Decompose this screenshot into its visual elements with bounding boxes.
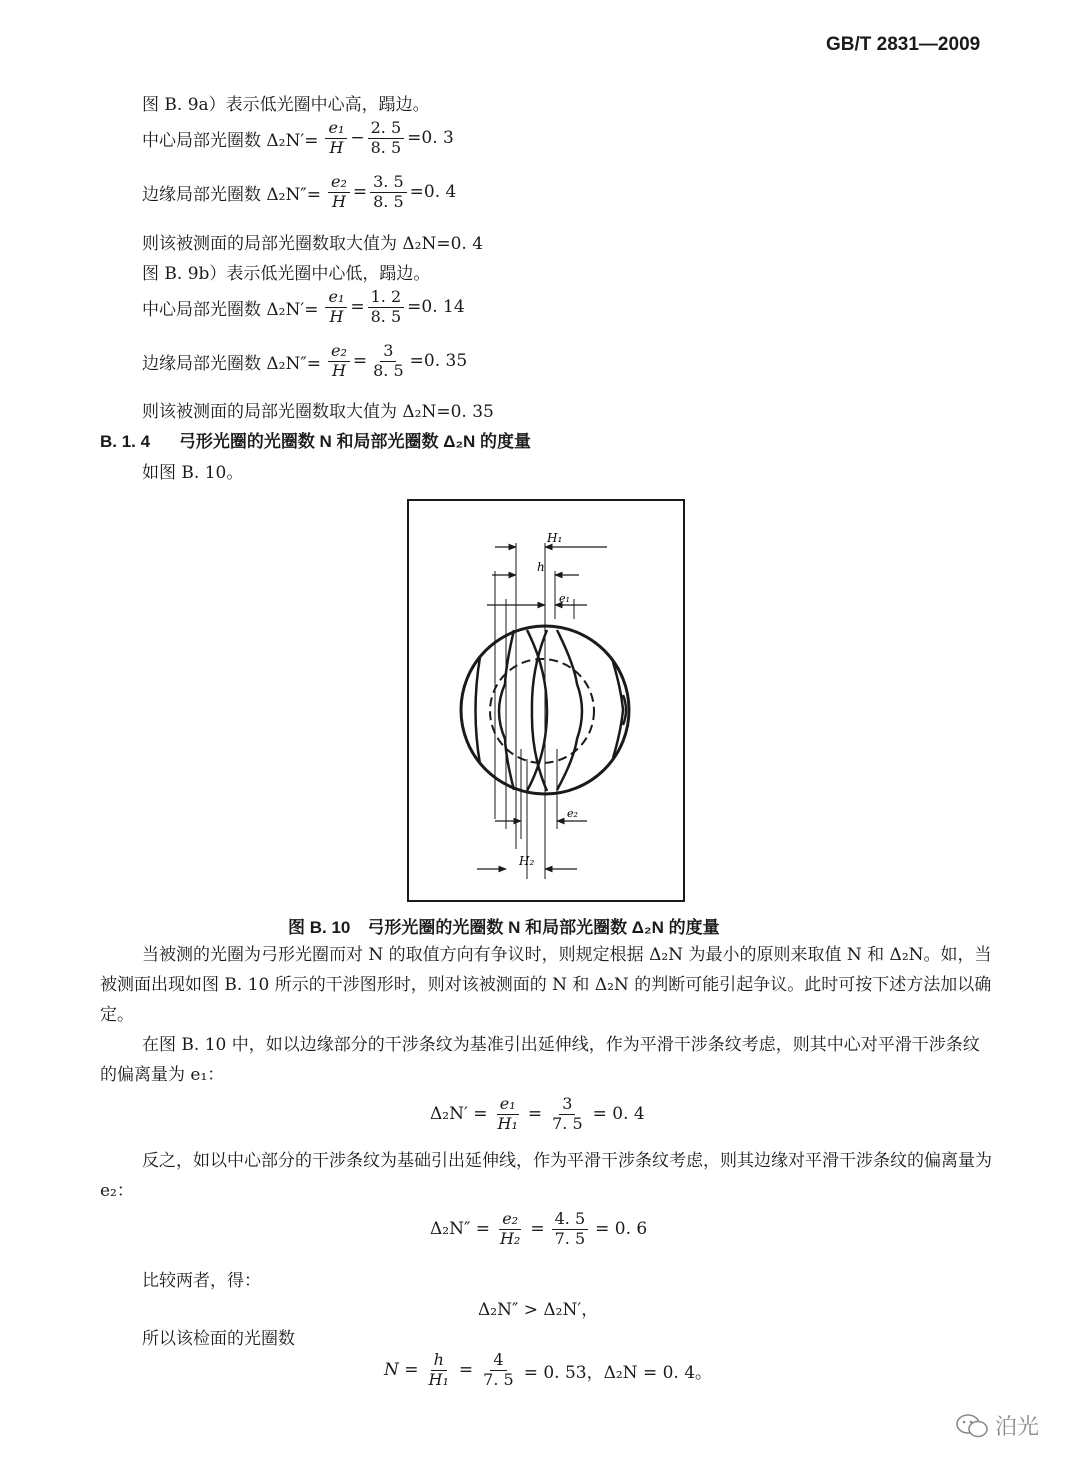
- equation-3: Δ₂N″ > Δ₂N′，: [478, 1300, 599, 1320]
- paragraph-3: 反之，如以中心部分的干涉条纹为基础引出延伸线，作为平滑干涉条纹考虑，则其边缘对平滑干涉条纹的偏离量为 e₂：: [100, 1151, 992, 1201]
- formula-b9a-edge: [142, 174, 456, 211]
- formula-label: 中心局部光圈数 Δ₂N′=: [142, 130, 319, 151]
- fraction: $\frac{\text{e₁}}{H}$: [325, 120, 347, 157]
- operator: −: [350, 128, 365, 149]
- fraction: $\frac{\text{e₂}}{H}$: [328, 343, 350, 380]
- conclusion-b9a: 则该被测面的局部光圈数取大值为 Δ₂N=0. 4: [142, 234, 484, 254]
- formula-b9a-center: [142, 120, 454, 157]
- result: =0. 3: [407, 128, 454, 149]
- equation-1: Δ₂N′ = $\frac{\text{e₁}}{\text{H₁}}$ = $\frac{3}{7. 5}$ = 0. 4: [430, 1094, 645, 1133]
- watermark-text: 泊光: [995, 1415, 1040, 1440]
- label-H1: H₁: [547, 531, 563, 545]
- fraction: $\frac{3}{8. 5}$: [373, 341, 404, 380]
- result: =0. 4: [409, 182, 457, 203]
- paragraph-2: 在图 B. 10 中，如以边缘部分的干涉条纹为基准引出延伸线，作为平滑干涉条纹考虑，则其中心对平滑干涉条纹的偏离量为 e₁：: [100, 1035, 980, 1085]
- formula-b9b-edge: [142, 343, 467, 380]
- section-title: 弓形光圈的光圈数 N 和局部光圈数 Δ₂N 的度量: [178, 432, 532, 451]
- fraction: $\frac{\text{e₁}}{H}$: [325, 289, 347, 326]
- fraction: $\frac{4. 5}{7. 5}$: [552, 1211, 589, 1248]
- equation-2: Δ₂N″ = $\frac{\text{e₂}}{\text{H₂}}$ = $\frac{4. 5}{7. 5}$ = 0. 6: [430, 1209, 648, 1248]
- result: =0. 14: [407, 297, 465, 318]
- fraction: $\frac{\text{e₂}}{\text{H₂}}$: [499, 1209, 521, 1248]
- fraction: $\frac{2. 5}{8. 5}$: [368, 120, 405, 157]
- formula-label: 边缘局部光圈数 Δ₂N″=: [142, 184, 321, 205]
- paragraph-1: 当被测的光圈为弓形光圈而对 N 的取值方向有争议时，则规定根据 Δ₂N 为最小的原则来取值 N 和 Δ₂N。如，当被测面出现如图 B. 10 所示的干涉图形时，则对该被测面的 N 和 Δ₂N 的判断可能引起争议。此时可按下述方法加以确定。: [100, 945, 992, 1025]
- section-heading: [100, 427, 531, 452]
- fig-b9b-intro: 图 B. 9b）表示低光圈中心低，蹋边。: [142, 264, 431, 284]
- formula-label: 边缘局部光圈数 Δ₂N″=: [142, 353, 321, 374]
- paragraph-4: 比较两者，得：: [142, 1271, 261, 1291]
- interference-fringes: [476, 630, 627, 791]
- label-h: h: [537, 560, 545, 574]
- label-e1: e₁: [559, 592, 570, 605]
- section-intro: 如图 B. 10。: [142, 463, 244, 483]
- fraction: $\frac{3}{7. 5}$: [552, 1094, 583, 1133]
- standard-number: GB/T 2831—2009: [826, 34, 981, 55]
- operator: =: [350, 297, 365, 318]
- watermark: [955, 1410, 1039, 1441]
- operator: =: [352, 351, 368, 372]
- figure-b10: [407, 499, 685, 902]
- dimension-lines: [477, 547, 607, 869]
- result: =0. 35: [409, 351, 468, 372]
- fraction: $\frac{1. 2}{8. 5}$: [368, 289, 405, 326]
- operator: =: [352, 182, 368, 203]
- label-e2: e₂: [567, 807, 578, 820]
- equation-4: N = $\frac{h}{\text{H₁}}$ = $\frac{4}{7. 5}$ = 0. 53，Δ₂N = 0. 4。: [384, 1350, 713, 1389]
- formula-b9b-center: [142, 289, 465, 326]
- figure-caption: 图 B. 10 弓形光圈的光圈数 N 和局部光圈数 Δ₂N 的度量: [288, 918, 720, 937]
- fraction: $\frac{\text{e₁}}{\text{H₁}}$: [497, 1094, 518, 1133]
- fraction: $\frac{h}{\text{H₁}}$: [428, 1350, 449, 1389]
- conclusion-b9b: 则该被测面的局部光圈数取大值为 Δ₂N=0. 35: [142, 402, 494, 422]
- fraction: $\frac{\text{e₂}}{H}$: [328, 174, 350, 211]
- fig-b9a-intro: 图 B. 9a）表示低光圈中心高，蹋边。: [142, 95, 430, 115]
- fraction: $\frac{4}{7. 5}$: [483, 1350, 514, 1389]
- formula-label: 中心局部光圈数 Δ₂N′=: [142, 299, 319, 320]
- fraction: $\frac{3. 5}{8. 5}$: [370, 174, 407, 211]
- paragraph-5: 所以该检面的光圈数: [142, 1329, 295, 1349]
- label-H2: H₂: [519, 854, 535, 868]
- section-number: B. 1. 4: [100, 432, 151, 451]
- wechat-icon: [955, 1412, 989, 1440]
